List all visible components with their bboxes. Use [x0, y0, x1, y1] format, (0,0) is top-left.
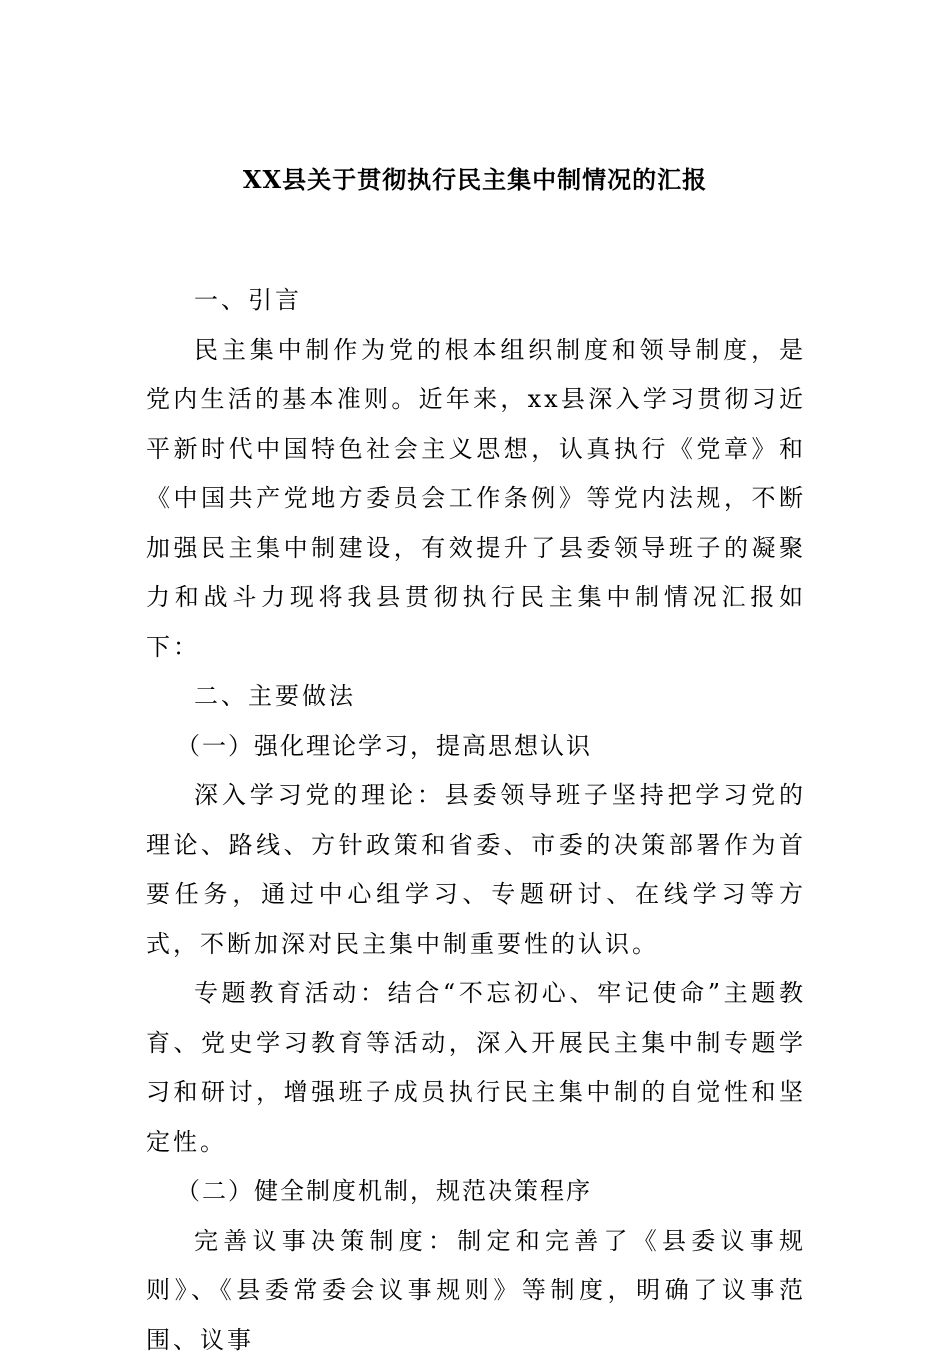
subsection-heading-institutions: （二）健全制度机制，规范决策程序: [146, 1167, 806, 1217]
section-heading-introduction: 一、引言: [146, 276, 806, 326]
section-heading-main-practices: 二、主要做法: [146, 672, 806, 722]
document-body: [146, 276, 806, 1365]
paragraph-introduction: 民主集中制作为党的根本组织制度和领导制度，是党内生活的基本准则。近年来，xx县深入学习贯彻习近平新时代中国特色社会主义思想，认真执行《党章》和《中国共产党地方委员会工作条例》等党内法规，不断加强民主集中制建设，有效提升了县委领导班子的凝聚力和战斗力现将我县贯彻执行民主集中制情况汇报如下：: [146, 326, 806, 673]
subsection-heading-theory-study: （一）强化理论学习，提高思想认识: [146, 722, 806, 772]
paragraph-special-education: 专题教育活动：结合“不忘初心、牢记使命”主题教育、党史学习教育等活动，深入开展民主集中制专题学习和研讨，增强班子成员执行民主集中制的自觉性和坚定性。: [146, 969, 806, 1167]
paragraph-theory-study: 深入学习党的理论：县委领导班子坚持把学习党的理论、路线、方针政策和省委、市委的决策部署作为首要任务，通过中心组学习、专题研讨、在线学习等方式，不断加深对民主集中制重要性的认识。: [146, 771, 806, 969]
document-title: XX县关于贯彻执行民主集中制情况的汇报: [0, 160, 950, 200]
paragraph-decision-rules: 完善议事决策制度：制定和完善了《县委议事规则》、《县委常委会议事规则》等制度，明确了议事范围、议事: [146, 1217, 806, 1365]
